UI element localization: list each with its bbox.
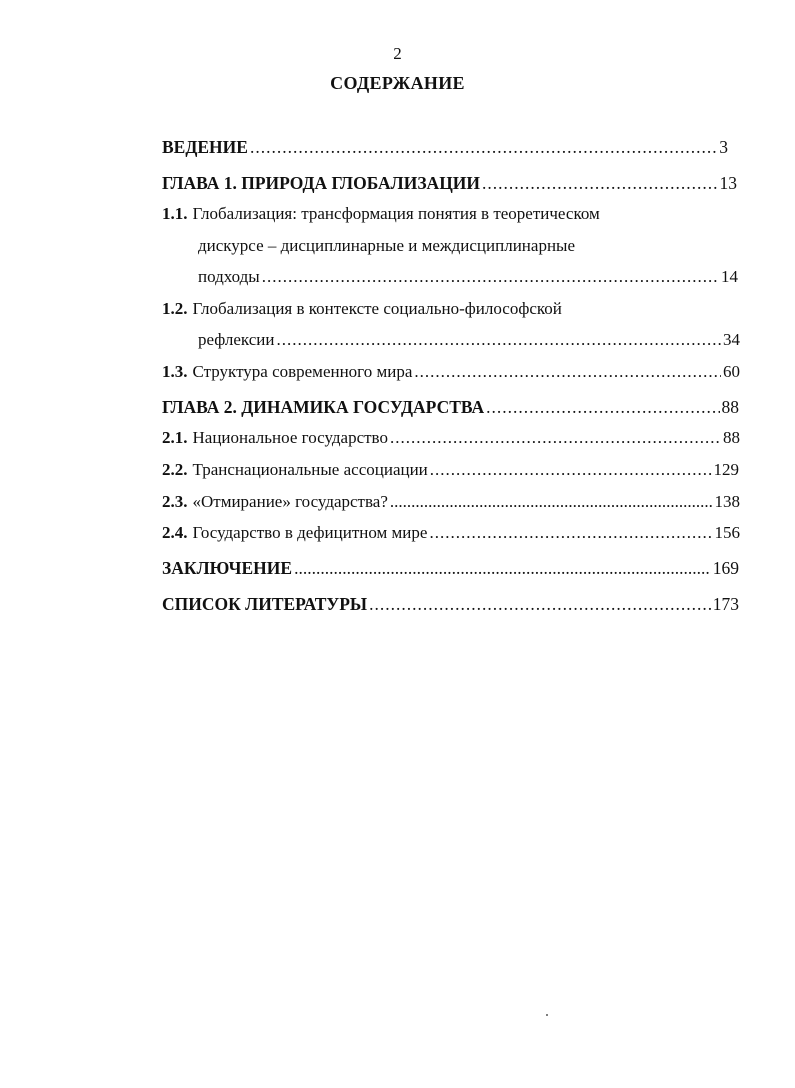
toc-entry-chapter-1[interactable] — [162, 172, 737, 194]
toc-entry-number: 1.3. — [162, 362, 188, 381]
toc-entry-page: 156 — [714, 523, 740, 542]
toc-entry-title-continued: дискурсе – дисциплинарные и междисциплинарные — [198, 236, 576, 255]
toc-entry-title: ГЛАВА 2. ДИНАМИКА ГОСУДАРСТВА — [162, 397, 485, 417]
leader-dots — [262, 266, 719, 288]
toc-entry-title: Транснациональные ассоциации — [192, 460, 428, 479]
toc-entry-number: 2.3. — [162, 492, 188, 511]
toc-entry-page: 138 — [714, 492, 740, 511]
toc-entry-page: 173 — [712, 594, 739, 614]
toc-entry-2-1[interactable] — [162, 427, 740, 449]
toc-entry-title: Глобализация в контексте социально-философской — [192, 299, 562, 318]
toc-entry-page: 34 — [723, 330, 740, 349]
toc-entry-page: 13 — [719, 173, 737, 193]
toc-entry-title: ЗАКЛЮЧЕНИЕ — [162, 558, 293, 578]
toc-entry-title: ГЛАВА 1. ПРИРОДА ГЛОБАЛИЗАЦИИ — [162, 173, 481, 193]
leader-dots — [294, 557, 711, 579]
toc-entry-1-1-line-1[interactable] — [162, 203, 600, 225]
toc-entry-title: Национальное государство — [192, 428, 388, 447]
toc-entry-introduction[interactable] — [162, 136, 728, 158]
leader-dots — [429, 522, 712, 544]
scan-speck — [546, 1014, 548, 1016]
toc-entry-number: 1.1. — [162, 204, 188, 223]
toc-entry-conclusion[interactable] — [162, 557, 739, 579]
leader-dots — [486, 396, 719, 418]
toc-entry-page: 60 — [723, 362, 740, 381]
toc-entry-page: 88 — [723, 428, 740, 447]
toc-entry-number: 2.2. — [162, 460, 188, 479]
toc-entry-1-1-line-2 — [198, 235, 575, 257]
toc-entry-chapter-2[interactable] — [162, 396, 739, 418]
toc-entry-page: 14 — [721, 267, 738, 286]
page-number: 2 — [393, 44, 402, 63]
leader-dots — [430, 459, 712, 481]
leader-dots — [250, 136, 717, 158]
toc-entry-title: Государство в дефицитном мире — [192, 523, 428, 542]
toc-entry-page: 88 — [721, 397, 739, 417]
toc-entry-2-3[interactable] — [162, 491, 740, 513]
leader-dots — [390, 427, 721, 449]
toc-entry-title-continued: рефлексии — [198, 330, 275, 349]
toc-entry-page: 3 — [719, 137, 728, 157]
toc-entry-title: СПИСОК ЛИТЕРАТУРЫ — [162, 594, 368, 614]
toc-entry-number: 2.1. — [162, 428, 188, 447]
leader-dots — [482, 172, 717, 194]
leader-dots — [414, 361, 721, 383]
toc-title: СОДЕРЖАНИЕ — [330, 73, 465, 93]
toc-entry-number: 2.4. — [162, 523, 188, 542]
toc-entry-number: 1.2. — [162, 299, 188, 318]
toc-entry-2-4[interactable] — [162, 522, 740, 544]
toc-entry-title: ВЕДЕНИЕ — [162, 137, 248, 157]
toc-entry-title: Глобализация: трансформация понятия в теоретическом — [192, 204, 600, 223]
leader-dots — [390, 491, 713, 513]
toc-entry-title-continued: подходы — [198, 267, 260, 286]
toc-entry-title: Структура современного мира — [192, 362, 413, 381]
toc-entry-1-1-line-3[interactable] — [198, 266, 738, 288]
toc-entry-bibliography[interactable] — [162, 593, 739, 615]
toc-entry-page: 129 — [713, 460, 739, 479]
toc-entry-title: «Отмирание» государства? — [192, 492, 388, 511]
toc-entry-1-2-line-1[interactable] — [162, 298, 562, 320]
toc-entry-1-2-line-2[interactable] — [198, 329, 740, 351]
leader-dots — [276, 329, 721, 351]
toc-entry-2-2[interactable] — [162, 459, 739, 481]
toc-entry-page: 169 — [712, 558, 739, 578]
toc-entry-1-3[interactable] — [162, 361, 740, 383]
leader-dots — [369, 593, 711, 615]
